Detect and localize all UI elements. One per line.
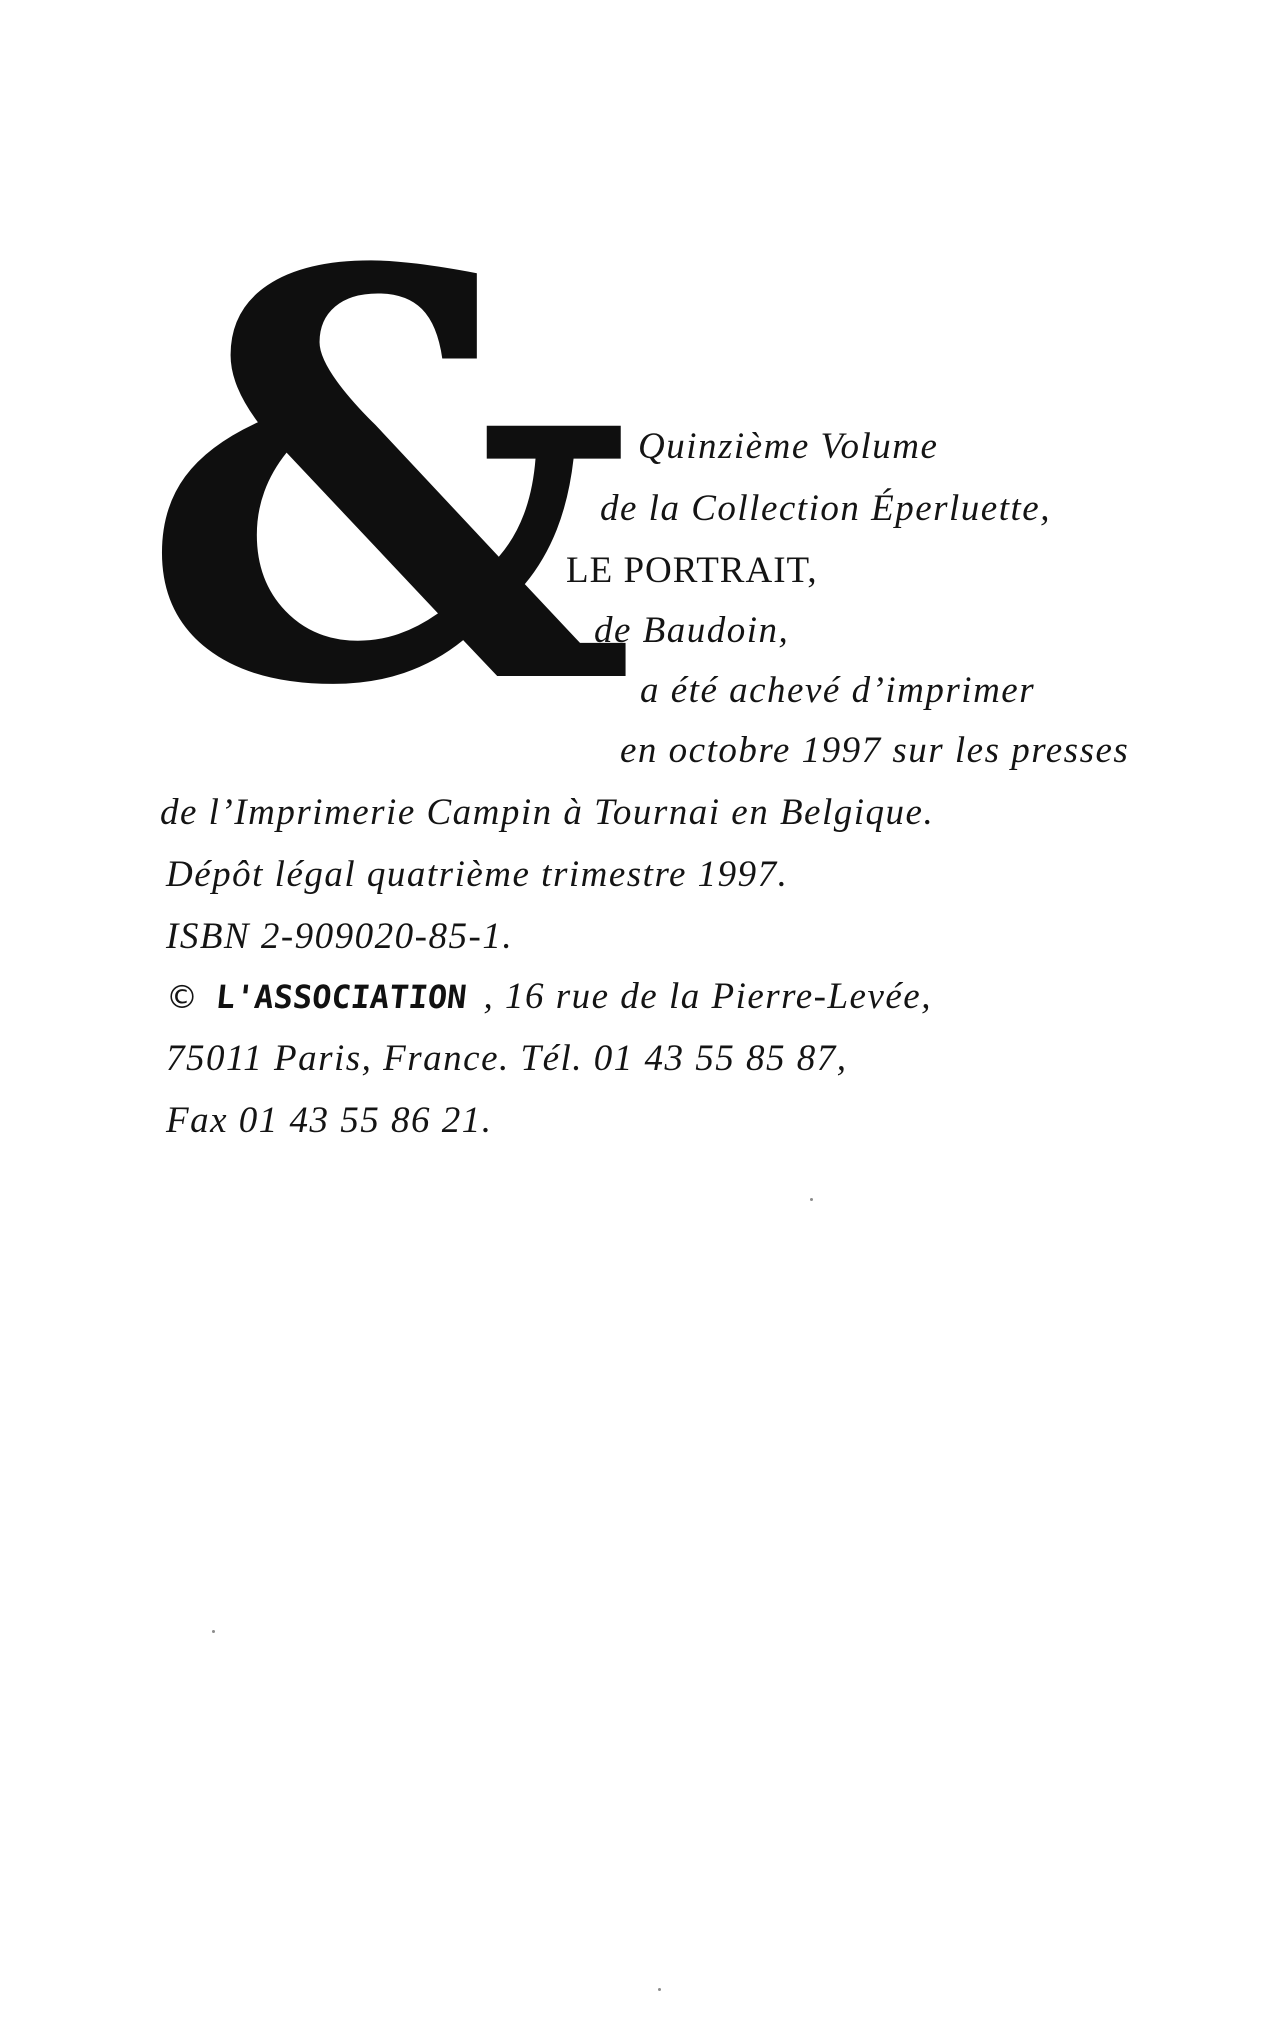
- publisher-address: , 16 rue de la Pierre-Levée,: [483, 976, 932, 1017]
- colophon-line-title: LE PORTRAIT,: [566, 550, 818, 591]
- colophon-line-printer: de l’Imprimerie Campin à Tournai en Belgique.: [160, 792, 935, 833]
- colophon-line-isbn: ISBN 2-909020-85-1.: [166, 916, 514, 957]
- paper-speck: [810, 1198, 813, 1201]
- copyright-symbol: ©: [166, 978, 200, 1016]
- colophon-line-collection: de la Collection Éperluette,: [600, 488, 1051, 529]
- ampersand-ornament: &: [140, 151, 636, 809]
- colophon-line-legal-deposit: Dépôt légal quatrième trimestre 1997.: [166, 854, 789, 895]
- colophon-line-volume: Quinzième Volume: [638, 426, 939, 467]
- colophon-line-phone: 75011 Paris, France. Tél. 01 43 55 85 87,: [166, 1038, 848, 1079]
- colophon-line-date-presses: en octobre 1997 sur les presses: [620, 730, 1130, 771]
- colophon-line-printed: a été achevé d’imprimer: [640, 670, 1036, 711]
- paper-speck: [212, 1630, 215, 1633]
- publisher-logo: L'ASSOCIATION: [214, 978, 469, 1016]
- paper-speck: [658, 1988, 661, 1991]
- colophon-line-publisher: [166, 978, 932, 1015]
- colophon-line-fax: Fax 01 43 55 86 21.: [166, 1100, 493, 1141]
- colophon-line-author: de Baudoin,: [594, 610, 790, 651]
